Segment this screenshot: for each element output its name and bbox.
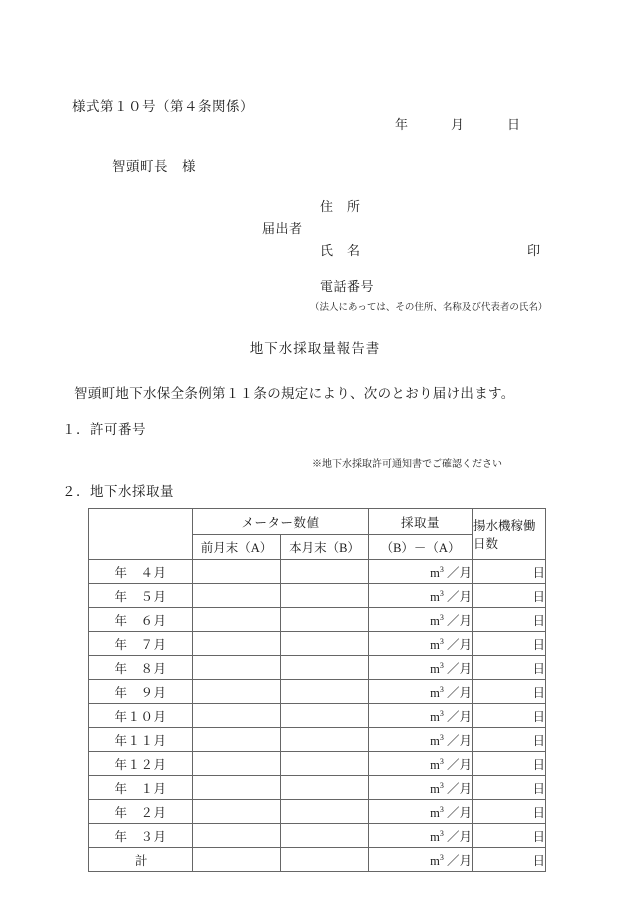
cell-extraction-amount[interactable]: $m^3$ ／月 [369, 704, 473, 728]
header-amount-formula: （B）－（A） [369, 535, 473, 560]
row-label-month: 年 ４月 [89, 560, 193, 584]
header-month-col [89, 509, 193, 560]
table-row [89, 824, 546, 848]
table-row [89, 608, 546, 632]
table-row [89, 848, 546, 872]
cell-current-month-reading[interactable] [281, 560, 369, 584]
cell-pump-days[interactable]: 日 [473, 776, 546, 800]
header-amount-group: 採取量 [369, 509, 473, 535]
header-cur-month: 本月末（B） [281, 535, 369, 560]
cell-pump-days[interactable]: 日 [473, 800, 546, 824]
cell-pump-days[interactable]: 日 [473, 632, 546, 656]
seal-mark: 印 [527, 243, 541, 258]
table-row [89, 776, 546, 800]
cell-prev-month-reading[interactable] [193, 728, 281, 752]
cell-extraction-amount[interactable]: $m^3$ ／月 [369, 800, 473, 824]
cell-pump-days[interactable]: 日 [473, 848, 546, 872]
cell-extraction-amount[interactable]: $m^3$ ／月 [369, 584, 473, 608]
table-row [89, 656, 546, 680]
table-head [89, 509, 546, 560]
date-line [395, 114, 520, 133]
cell-current-month-reading[interactable] [281, 632, 369, 656]
table-row [89, 632, 546, 656]
cell-extraction-amount[interactable]: $m^3$ ／月 [369, 824, 473, 848]
table-row [89, 704, 546, 728]
cell-extraction-amount[interactable]: $m^3$ ／月 [369, 728, 473, 752]
cell-prev-month-reading[interactable] [193, 824, 281, 848]
row-label-month: 年 ３月 [89, 824, 193, 848]
row-label-month: 年 ５月 [89, 584, 193, 608]
cell-extraction-amount[interactable]: $m^3$ ／月 [369, 656, 473, 680]
cell-current-month-reading[interactable] [281, 584, 369, 608]
cell-current-month-reading[interactable] [281, 704, 369, 728]
cell-pump-days[interactable]: 日 [473, 584, 546, 608]
cell-pump-days[interactable]: 日 [473, 608, 546, 632]
cell-extraction-amount[interactable]: $m^3$ ／月 [369, 752, 473, 776]
row-label-month: 年１０月 [89, 704, 193, 728]
cell-pump-days[interactable]: 日 [473, 728, 546, 752]
date-month-label: 月 [451, 117, 465, 132]
cell-current-month-reading[interactable] [281, 776, 369, 800]
cell-current-month-reading[interactable] [281, 728, 369, 752]
cell-prev-month-reading[interactable] [193, 560, 281, 584]
row-label-month: 年 １月 [89, 776, 193, 800]
cell-current-month-reading[interactable] [281, 608, 369, 632]
table-row [89, 680, 546, 704]
cell-extraction-amount[interactable]: $m^3$ ／月 [369, 776, 473, 800]
cell-current-month-reading[interactable] [281, 824, 369, 848]
cell-prev-month-reading[interactable] [193, 848, 281, 872]
date-day-label: 日 [507, 117, 521, 132]
cell-pump-days[interactable]: 日 [473, 824, 546, 848]
extraction-table [88, 508, 546, 872]
page-title: 地下水採取量報告書 [249, 341, 381, 356]
table-body [89, 560, 546, 872]
submitter-tel-label: 電話番号 [320, 279, 375, 294]
row-label-month: 年１１月 [89, 728, 193, 752]
cell-extraction-amount[interactable]: $m^3$ ／月 [369, 608, 473, 632]
cell-pump-days[interactable]: 日 [473, 680, 546, 704]
cell-prev-month-reading[interactable] [193, 800, 281, 824]
table-row [89, 752, 546, 776]
submitter-address-label: 住 所 [320, 199, 361, 214]
form-code: 様式第１０号（第４条関係） [72, 99, 254, 114]
cell-extraction-amount[interactable]: $m^3$ ／月 [369, 632, 473, 656]
section-1-heading: １．許可番号 [62, 422, 146, 437]
cell-extraction-amount[interactable]: $m^3$ ／月 [369, 560, 473, 584]
header-meter-group: メーター数値 [193, 509, 369, 535]
table-row [89, 728, 546, 752]
cell-pump-days[interactable]: 日 [473, 752, 546, 776]
row-label-month: 年 ６月 [89, 608, 193, 632]
cell-pump-days[interactable]: 日 [473, 656, 546, 680]
header-prev-month: 前月末（A） [193, 535, 281, 560]
table-row [89, 560, 546, 584]
row-label-month: 年 ２月 [89, 800, 193, 824]
section-2-heading: ２．地下水採取量 [62, 484, 174, 499]
cell-extraction-amount[interactable]: $m^3$ ／月 [369, 848, 473, 872]
cell-pump-days[interactable]: 日 [473, 560, 546, 584]
row-label-month: 年 ７月 [89, 632, 193, 656]
cell-prev-month-reading[interactable] [193, 680, 281, 704]
header-pump-days: 揚水機稼働日数 [473, 509, 546, 560]
extraction-table-wrapper [88, 508, 545, 872]
cell-current-month-reading[interactable] [281, 680, 369, 704]
cell-pump-days[interactable]: 日 [473, 704, 546, 728]
submitter-corporate-note: （法人にあっては、その住所、名称及び代表者の氏名） [310, 303, 548, 313]
cell-prev-month-reading[interactable] [193, 608, 281, 632]
cell-prev-month-reading[interactable] [193, 656, 281, 680]
cell-prev-month-reading[interactable] [193, 752, 281, 776]
cell-current-month-reading[interactable] [281, 800, 369, 824]
section-1-note: ※地下水採取許可通知書でご確認ください [312, 459, 502, 470]
cell-extraction-amount[interactable]: $m^3$ ／月 [369, 680, 473, 704]
cell-prev-month-reading[interactable] [193, 632, 281, 656]
cell-current-month-reading[interactable] [281, 848, 369, 872]
cell-prev-month-reading[interactable] [193, 776, 281, 800]
date-year-label: 年 [395, 117, 409, 132]
cell-current-month-reading[interactable] [281, 752, 369, 776]
table-row [89, 584, 546, 608]
submitter-label: 届出者 [262, 221, 303, 236]
cell-prev-month-reading[interactable] [193, 584, 281, 608]
cell-current-month-reading[interactable] [281, 656, 369, 680]
row-label-total: 計 [89, 848, 193, 872]
table-row [89, 800, 546, 824]
cell-prev-month-reading[interactable] [193, 704, 281, 728]
table-header-row-1 [89, 509, 546, 535]
row-label-month: 年 ９月 [89, 680, 193, 704]
intro-text: 智頭町地下水保全条例第１１条の規定により、次のとおり届け出ます。 [74, 386, 515, 401]
submitter-name-label: 氏 名 [320, 243, 361, 258]
row-label-month: 年１２月 [89, 752, 193, 776]
row-label-month: 年 ８月 [89, 656, 193, 680]
addressee: 智頭町長 様 [112, 159, 196, 174]
